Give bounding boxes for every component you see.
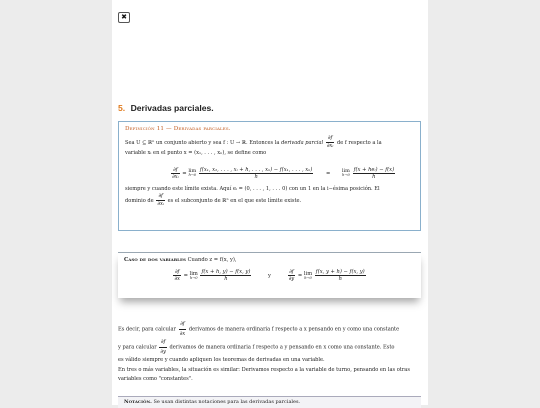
p1-b: derivamos de manera ordinaria f respecto a x pensando en y como una constante <box>188 326 400 333</box>
case-intro: Cuando z = f(x, y), <box>187 257 237 263</box>
p2-den: ∂y <box>160 348 166 355</box>
after2-a: dominio de <box>125 198 154 205</box>
body-paragraph-1 <box>118 320 422 365</box>
intro-frac-den: ∂xᵢ <box>326 143 334 150</box>
case-a-rhs-den: h <box>224 276 228 282</box>
definition-term: derivada parcial <box>281 140 324 147</box>
p1-num: ∂f <box>179 320 187 330</box>
body-paragraph-2: En tres o más variables, la situación es similar: Derivamos respecto a la variable de turno, pensando en las otras variables como "constantes". <box>118 367 410 382</box>
p2-b: derivamos de manera ordinaria f respecto a y pensando en x como una constante. Esto <box>169 344 395 351</box>
limit-1-text: lim <box>188 168 197 175</box>
case-connector: y <box>268 273 271 279</box>
p2-num: ∂f <box>159 338 167 348</box>
p3: es válido siempre y cuando apliquen los teoremas de derivadas en una variable. <box>118 357 325 363</box>
case-a-num: ∂f <box>174 269 180 275</box>
p2-a: y para calcular <box>118 344 157 351</box>
lhs-den: ∂xᵢ <box>172 173 179 180</box>
case-b-limit <box>304 271 312 281</box>
intro-frac-num: ∂f <box>326 135 335 143</box>
definition-intro <box>125 135 414 150</box>
limit-1 <box>188 168 196 178</box>
rhs1-fraction <box>199 167 313 180</box>
after2-den: ∂xᵢ <box>157 201 164 208</box>
rhs2-num: f(x + heᵢ) − f(x) <box>353 166 395 173</box>
close-button[interactable]: ✖ <box>118 12 130 23</box>
case-b-den: ∂y <box>288 276 295 282</box>
case-b-rhs <box>315 269 366 282</box>
case-formula: $\frac{\partial f}{\partial x}$ = lim h→0 $\frac{f(x + h, y) - f(x, y)}{h}$ y $\frac{\partial f}{\partial y}$ = lim h→0 $\frac{f(x, y + h) - f(x, y)}{h}$ <box>174 269 365 282</box>
case-b-num: ∂f <box>289 269 294 275</box>
case-b-lim: lim <box>303 270 313 277</box>
case-b-rhs-num: f(x, y + h) − f(x, y) <box>315 269 365 275</box>
p1-den: ∂x <box>179 330 186 337</box>
case-a-limit <box>190 271 198 281</box>
definition-intro-a: Sea U ⊆ ℝⁿ un conjunto abierto y sea f : U → ℝ. Entonces la <box>125 140 280 147</box>
rhs2-den: h <box>372 173 376 180</box>
note-title: Notación. <box>124 399 152 405</box>
case-a-lhs <box>173 269 181 282</box>
p1-a: Es decir, para calcular <box>118 326 176 333</box>
definition-after1: siempre y cuando este límite exista. Aquí eᵢ = (0, . . . , 1, . . . 0) con un 1 en la i−ésima posición. El <box>125 185 380 192</box>
case-b-lhs <box>288 269 296 282</box>
definition-intro-b: de f respecto a la <box>337 140 382 147</box>
section-heading <box>118 103 214 113</box>
rhs2-fraction <box>353 167 396 180</box>
section-title-text: Derivadas parciales. <box>130 103 214 113</box>
case-a-den: ∂x <box>174 276 180 282</box>
limit-2-sub: h→0 <box>342 173 350 178</box>
p2-fraction <box>159 338 167 356</box>
after2-b: es el subconjunto de ℝⁿ en el que este límite existe. <box>167 198 302 205</box>
note-text: Se usan distintas notaciones para las derivadas parciales. <box>153 399 301 405</box>
lhs-fraction <box>171 167 180 180</box>
definition-after2 <box>125 193 414 208</box>
case-title: Caso de dos variables <box>124 257 186 263</box>
case-a-sub: h→0 <box>189 275 198 280</box>
section-number: 5. <box>118 103 126 113</box>
rhs1-den: h <box>254 173 258 180</box>
definition-box <box>118 121 421 231</box>
note-box <box>118 396 421 408</box>
case-b-sub: h→0 <box>304 275 312 280</box>
lhs-num: ∂f <box>171 167 180 174</box>
definition-line2: variable xᵢ en el punto x = (x₁, . . . , xₙ), se define como <box>125 150 267 157</box>
case-a-lim: lim <box>189 270 198 277</box>
case-box <box>118 252 421 298</box>
case-heading <box>124 257 415 263</box>
case-b-rhs-den: h <box>338 276 342 282</box>
rhs1-num: f(x₁, x₂, . . . , xᵢ + h, . . . , xₙ) − f(x₁, . . . , xₙ) <box>199 166 313 173</box>
definition-formula: $\frac{\partial f}{\text{∂xᵢ}}$ = lim h→0 $\frac{\text{f(x₁, x₂, . . . , xᵢ + h, . . . , xₙ) − f(x₁, . . . , xₙ)}}{h}$ = lim h→0 $\frac{\text{f(x + heᵢ) − f(x)}}{h}$ <box>172 166 395 180</box>
case-a-rhs-num: f(x + h, y) − f(x, y) <box>201 269 251 275</box>
limit-2 <box>342 168 350 178</box>
limit-2-text: lim <box>341 168 350 175</box>
limit-1-sub: h→0 <box>188 173 197 178</box>
case-a-rhs <box>200 269 251 282</box>
p1-fraction <box>179 320 187 338</box>
after2-fraction <box>156 193 165 208</box>
equals-2: = <box>325 170 331 177</box>
after2-num: ∂f <box>156 193 165 201</box>
definition-title: Definición 11 — Derivadas parciales. <box>125 126 231 132</box>
intro-fraction <box>326 135 335 150</box>
